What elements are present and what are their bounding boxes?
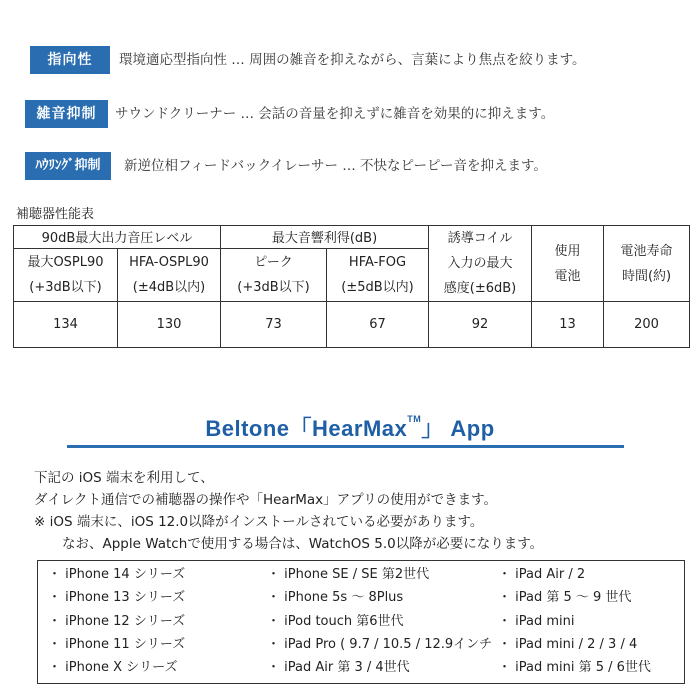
value-hfa-fog: 67: [327, 302, 429, 348]
trademark-mark: TM: [407, 414, 422, 424]
feature-description: 環境適応型指向性 … 周囲の雑音を抑えながら、言葉により焦点を絞ります。: [119, 52, 586, 68]
feature-noise-suppression: [0, 100, 700, 130]
device-column: [498, 563, 651, 679]
app-title-suffix: 」 App: [421, 416, 495, 441]
header-ospl90: [14, 248, 118, 301]
list-item: ・ iPad mini: [498, 613, 575, 629]
header-line: HFA-OSPL90: [129, 254, 209, 270]
list-item: ・ iPhone 11 シリーズ: [48, 636, 186, 652]
header-line: (±5dB以内): [341, 279, 414, 295]
list-item: ・ iPhone SE / SE 第2世代: [267, 567, 430, 582]
header-battery-life: [604, 226, 690, 302]
header-max-gain: 最大音響利得(dB): [221, 226, 429, 249]
value-battery-life: 200: [604, 302, 690, 348]
list-item: ・ iPhone 13 シリーズ: [48, 590, 186, 606]
app-title-prefix: Beltone「HearMax: [205, 416, 408, 441]
header-line: 使用: [554, 243, 581, 259]
header-peak: [221, 248, 327, 301]
compatibility-intro: [34, 467, 543, 555]
header-hfa-ospl90: [118, 248, 221, 301]
header-line: 入力の最大: [447, 256, 513, 271]
compatible-devices-box: [37, 560, 685, 684]
feature-badge: ﾊｳﾘﾝｸﾞ抑制: [25, 152, 111, 180]
feature-badge: 雑音抑制: [25, 100, 108, 128]
header-line: 感度(±6dB): [443, 281, 517, 296]
list-item: ・ iPad mini / 2 / 3 / 4: [498, 636, 638, 652]
list-item: ・ iPhone 5s ～ 8Plus: [267, 590, 404, 606]
list-item: ・ iPhone 14 シリーズ: [48, 567, 186, 582]
header-line: 電池: [554, 268, 581, 284]
value-coil: 92: [429, 302, 532, 348]
feature-badge: 指向性: [30, 46, 110, 74]
header-line: 誘導コイル: [447, 231, 513, 246]
intro-line: 下記の iOS 端末を利用して、: [34, 470, 214, 486]
header-line: HFA-FOG: [348, 254, 407, 270]
feature-description: サウンドクリーナー … 会話の音量を抑えずに雑音を効果的に抑えます。: [115, 106, 555, 122]
table-row: [14, 302, 690, 348]
header-hfa-fog: [327, 248, 429, 301]
list-item: ・ iPad mini 第 5 / 6世代: [498, 660, 651, 676]
intro-line: ダイレクト通信での補聴器の操作や「HearMax」アプリの使用ができます。: [34, 492, 498, 508]
list-item: ・ iPad Air / 2: [498, 567, 586, 582]
table-caption: 補聴器性能表: [16, 207, 95, 222]
performance-table: [13, 225, 690, 348]
header-line: ピーク: [254, 254, 293, 270]
title-underline: [67, 445, 624, 448]
list-item: ・ iPad 第 5 ～ 9 世代: [498, 590, 632, 606]
app-title: [0, 412, 700, 443]
list-item: ・ iPod touch 第6世代: [267, 613, 404, 629]
header-line: 時間(約): [621, 268, 672, 284]
value-battery: 13: [532, 302, 604, 348]
header-line: (+3dB以下): [29, 279, 102, 295]
list-item: ・ iPad Pro ( 9.7 / 10.5 / 12.9インチ: [267, 636, 493, 652]
header-line: (±4dB以内): [132, 279, 206, 295]
header-line: 電池寿命: [620, 243, 673, 259]
value-ospl90: 134: [14, 302, 118, 348]
header-max-output: 90dB最大出力音圧レベル: [14, 226, 221, 249]
feature-howling-suppression: [0, 152, 700, 182]
list-item: ・ iPhone 12 シリーズ: [48, 613, 186, 629]
value-hfa-ospl90: 130: [118, 302, 221, 348]
feature-description: 新逆位相フィードバックイレーサー … 不快なピーピー音を抑えます。: [124, 158, 547, 174]
header-line: 最大OSPL90: [27, 254, 104, 270]
header-line: (+3dB以下): [237, 279, 310, 295]
intro-line: ※ iOS 端末に、iOS 12.0以降がインストールされている必要があります。: [34, 514, 484, 530]
list-item: ・ iPad Air 第 3 / 4世代: [267, 660, 410, 676]
intro-line: なお、Apple Watchで使用する場合は、WatchOS 5.0以降が必要になります。: [62, 536, 544, 552]
feature-directionality: [0, 46, 700, 76]
header-battery: [532, 226, 604, 302]
device-column: [48, 563, 185, 679]
device-column: [267, 563, 492, 679]
value-peak: 73: [221, 302, 327, 348]
header-coil: [429, 226, 532, 302]
list-item: ・ iPhone X シリーズ: [48, 660, 178, 676]
